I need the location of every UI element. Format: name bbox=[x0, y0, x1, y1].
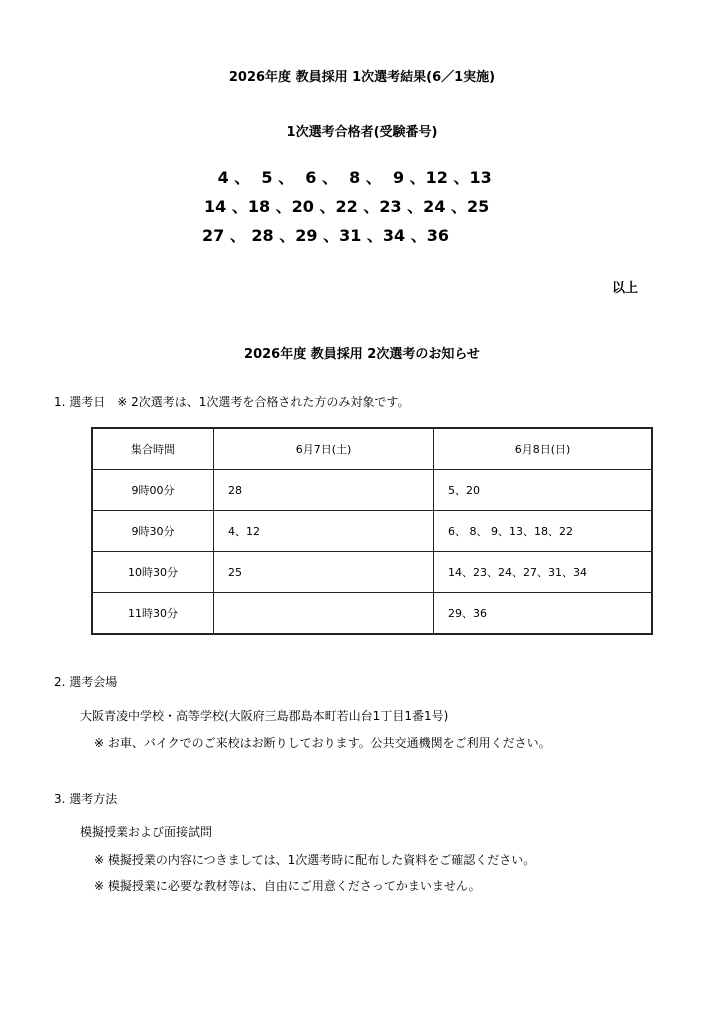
table-row bbox=[92, 511, 652, 552]
table-row bbox=[92, 552, 652, 593]
method-text: 模擬授業および面接試問 bbox=[80, 825, 213, 839]
venue-note: ※ お車、バイクでのご来校はお断りしております。公共交通機関をご利用ください。 bbox=[94, 736, 551, 750]
row-day1: 28 bbox=[214, 470, 434, 511]
table-row bbox=[92, 470, 652, 511]
passer-numbers-line-3: 27 、 28 、29 、31 、34 、36 bbox=[202, 226, 450, 245]
closing-mark: 以上 bbox=[612, 281, 639, 296]
venue-text: 大阪青凌中学校・高等学校(大阪府三島郡島本町若山台1丁目1番1号) bbox=[80, 709, 449, 723]
header-time: 集合時間 bbox=[92, 428, 214, 470]
header-day2: 6月8日(日) bbox=[434, 428, 653, 470]
row-day2: 5、20 bbox=[434, 470, 653, 511]
section-1-heading: 1. 選考日 ※ 2次選考は、1次選考を合格された方のみ対象です。 bbox=[54, 395, 410, 409]
row-time: 9時30分 bbox=[92, 511, 214, 552]
row-day1 bbox=[214, 593, 434, 635]
passers-heading: 1次選考合格者(受験番号) bbox=[286, 125, 438, 140]
table-row bbox=[92, 593, 652, 635]
schedule-table bbox=[91, 427, 653, 635]
passer-numbers-line-1: 4 、 5 、 6 、 8 、 9 、12 、13 bbox=[212, 168, 492, 187]
section-3-heading: 3. 選考方法 bbox=[54, 792, 118, 806]
section-2-heading: 2. 選考会場 bbox=[54, 675, 118, 689]
notice-title: 2026年度 教員採用 2次選考のお知らせ bbox=[244, 347, 480, 362]
header-day1: 6月7日(土) bbox=[214, 428, 434, 470]
row-day1: 25 bbox=[214, 552, 434, 593]
row-day1: 4、12 bbox=[214, 511, 434, 552]
table-header-row bbox=[92, 428, 652, 470]
row-day2: 14、23、24、27、31、34 bbox=[434, 552, 653, 593]
method-note-1: ※ 模擬授業の内容につきましては、1次選考時に配布した資料をご確認ください。 bbox=[94, 853, 536, 867]
results-title: 2026年度 教員採用 1次選考結果(6／1実施) bbox=[228, 70, 496, 85]
row-day2: 29、36 bbox=[434, 593, 653, 635]
method-note-2: ※ 模擬授業に必要な教材等は、自由にご用意くださってかまいません。 bbox=[94, 879, 481, 893]
row-day2: 6、 8、 9、13、18、22 bbox=[434, 511, 653, 552]
row-time: 9時00分 bbox=[92, 470, 214, 511]
passer-numbers-line-2: 14 、18 、20 、22 、23 、24 、25 bbox=[204, 197, 490, 216]
row-time: 11時30分 bbox=[92, 593, 214, 635]
row-time: 10時30分 bbox=[92, 552, 214, 593]
